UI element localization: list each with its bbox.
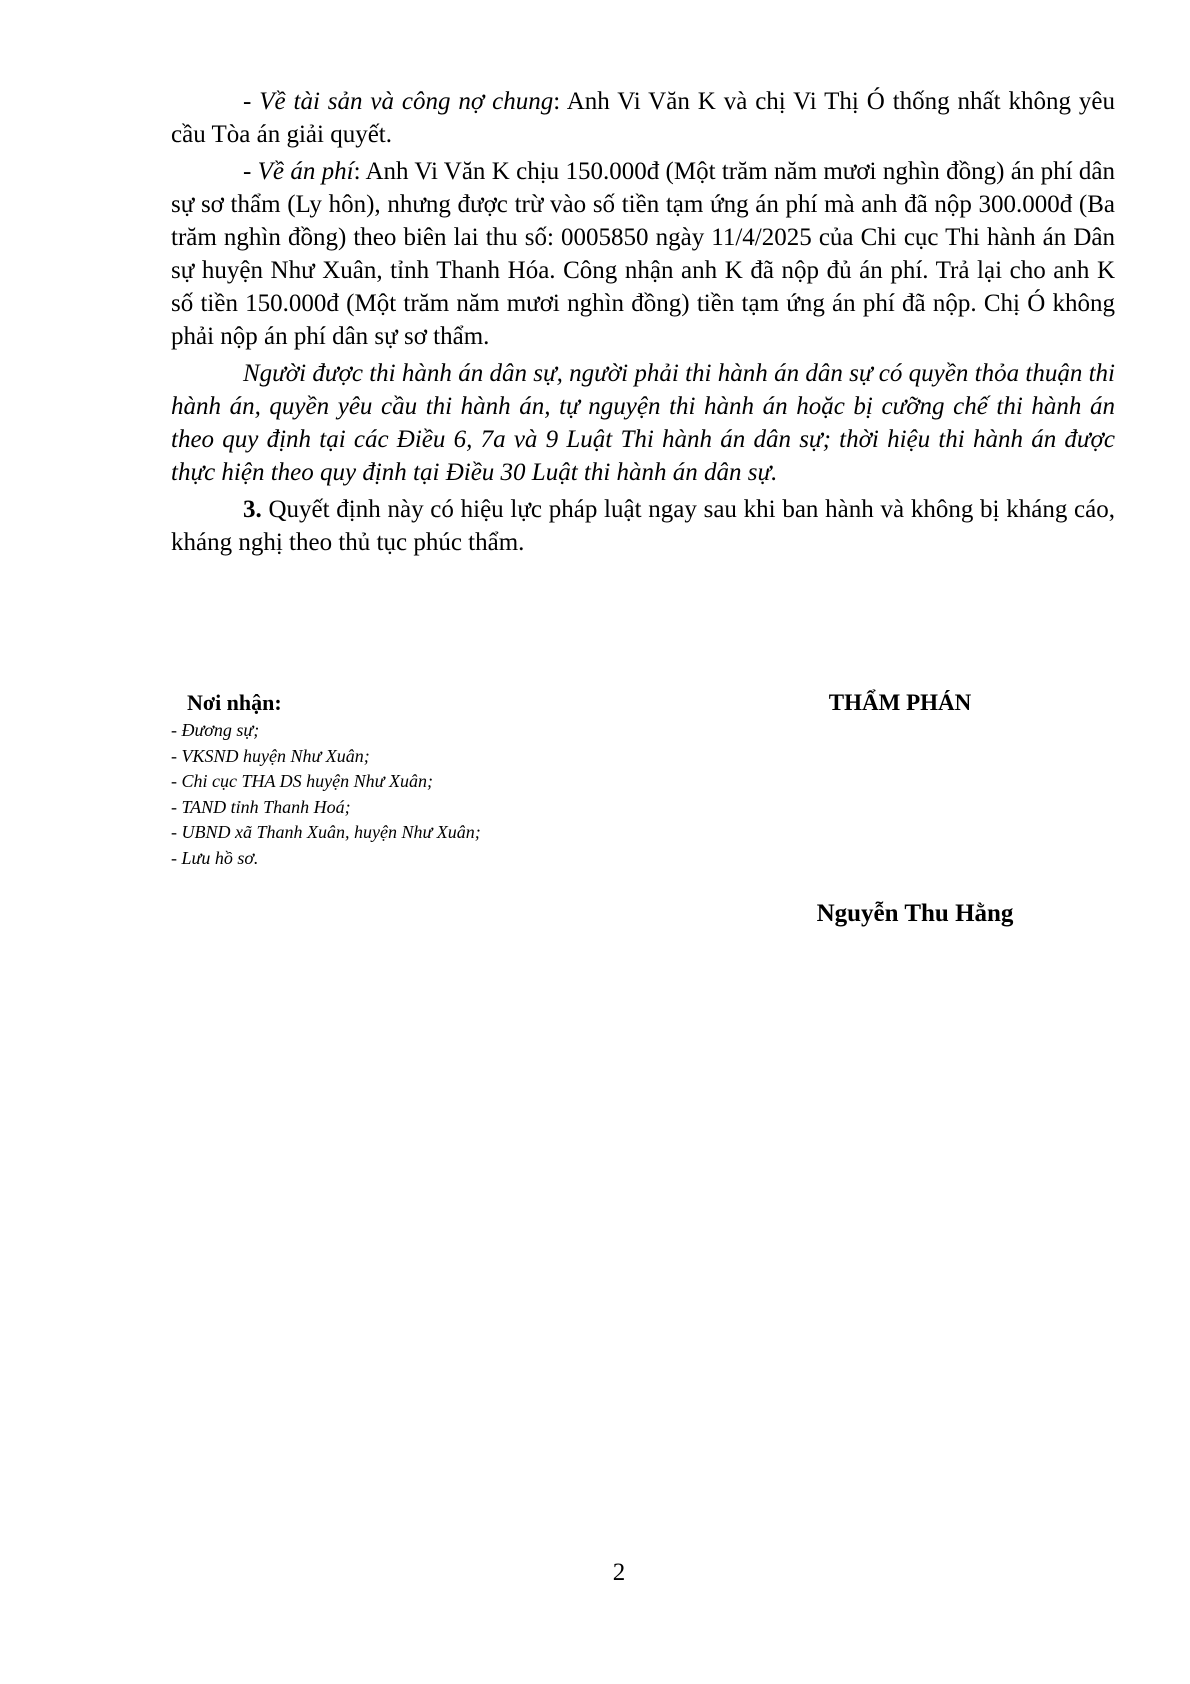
- recipient-item: - TAND tỉnh Thanh Hoá;: [171, 796, 351, 817]
- decision-body: [171, 85, 1115, 563]
- paragraph-fees: [171, 155, 1115, 353]
- recipient-item: - Chi cục THA DS huyện Như Xuân;: [171, 771, 433, 791]
- signer-name: Nguyễn Thu Hằng: [816, 900, 1014, 927]
- recipient-item: - Đương sự;: [171, 720, 260, 740]
- page-number: 2: [612, 1559, 626, 1586]
- paragraph-assets: [171, 85, 1115, 151]
- paragraph-effect: [171, 493, 1115, 559]
- recipient-item: - Lưu hồ sơ.: [171, 847, 259, 868]
- recipients-title: Nơi nhận:: [187, 690, 282, 715]
- assets-text: : Anh Vi Văn K và chị Vi Thị Ó thống nhất không yêu cầu Tòa án giải quyết.: [171, 88, 1115, 148]
- fees-heading: - Về án phí: [243, 158, 354, 185]
- recipients-block: [171, 690, 691, 871]
- recipient-item: - VKSND huyện Như Xuân;: [171, 745, 370, 766]
- signer-title: THẨM PHÁN: [828, 690, 972, 715]
- paragraph-enforcement: Người được thi hành án dân sự, người phải thi hành án dân sự có quyền thỏa thuận thi hành án, quyền yêu cầu thi hành án, tự nguyện thi hành án hoặc bị cưỡng chế thi hành án theo quy định tại các Điều 6, 7a và 9 Luật Thi hành án dân sự; thời hiệu thi hành án được thực hiện theo quy định tại Điều 30 Luật thi hành án dân sự.: [171, 360, 1115, 486]
- recipients-list: [171, 718, 691, 871]
- assets-heading: - Về tài sản và công nợ chung: [243, 88, 554, 115]
- effect-number: 3.: [243, 496, 262, 523]
- fees-text: : Anh Vi Văn K chịu 150.000đ (Một trăm năm mươi nghìn đồng) án phí dân sự sơ thẩm (Ly hôn), nhưng được trừ vào số tiền tạm ứng án phí mà anh đã nộp 300.000đ (Ba trăm nghìn đồng) theo biên lai thu số: 0005850 ngày 11/4/2025 của Chi cục Thi hành án Dân sự huyện Như Xuân, tỉnh Thanh Hóa. Công nhận anh K đã nộp đủ án phí. Trả lại cho anh K số tiền 150.000đ (Một trăm năm mươi nghìn đồng) tiền tạm ứng án phí đã nộp. Chị Ó không phải nộp án phí dân sự sơ thẩm.: [171, 158, 1115, 350]
- effect-text: Quyết định này có hiệu lực pháp luật ngay sau khi ban hành và không bị kháng cáo, kháng nghị theo thủ tục phúc thẩm.: [171, 496, 1115, 556]
- recipient-item: - UBND xã Thanh Xuân, huyện Như Xuân;: [171, 822, 481, 842]
